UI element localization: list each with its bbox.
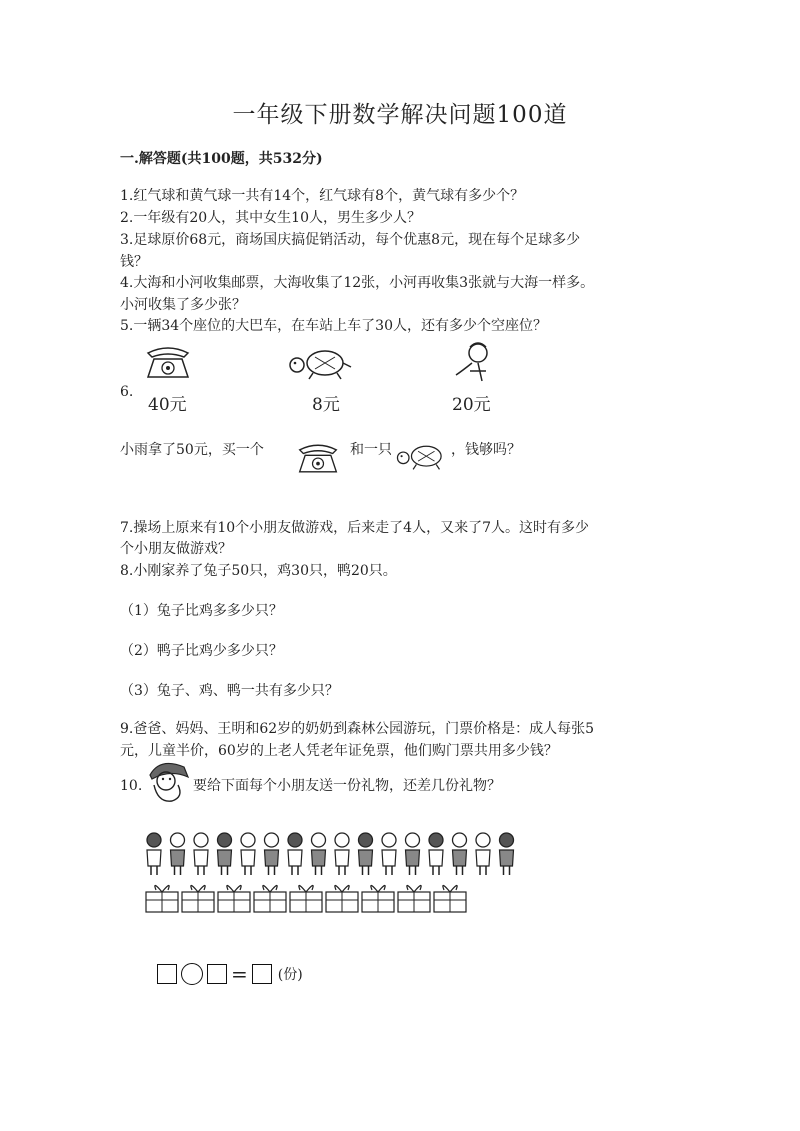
question-10-text: 要给下面每个小朋友送一份礼物，还差几份礼物？ — [193, 778, 501, 794]
question-7-line-2: 个小朋友做游戏？ — [120, 541, 232, 557]
child-figure — [476, 833, 490, 875]
child-figure — [453, 833, 467, 875]
question-8-sub-3: （3）兔子、鸡、鸭一共有多少只？ — [120, 683, 339, 699]
question-3-line-1: 3.足球原价68元，商场国庆搞促销活动，每个优惠8元，现在每个足球多少 — [120, 232, 581, 248]
unit-label: (份) — [277, 967, 303, 983]
answer-box-2[interactable] — [207, 964, 227, 984]
question-6-number: 6. — [120, 384, 134, 400]
child-figure — [429, 833, 443, 875]
question-2: 2.一年级有20人，其中女生10人，男生多少人？ — [120, 210, 421, 226]
page-title: 一年级下册数学解决问题100道 — [232, 102, 568, 128]
gift-box — [146, 885, 178, 912]
turtle-icon-inline — [395, 442, 451, 476]
question-9-line-2: 元，儿童半价，60岁的上老人凭老年证免票，他们购门票共用多少钱？ — [120, 743, 558, 759]
question-10-number: 10. — [120, 778, 143, 794]
children-row-icon — [144, 828, 534, 882]
child-figure — [241, 833, 255, 875]
price-telephone: 40元 — [148, 395, 187, 415]
child-figure — [500, 833, 514, 875]
question-1: 1.红气球和黄气球一共有14个，红气球有8个，黄气球有多少个？ — [120, 188, 525, 204]
gift-box — [218, 885, 250, 912]
santa-icon — [144, 757, 192, 809]
operator-circle[interactable] — [181, 963, 203, 985]
child-figure — [147, 833, 161, 875]
child-figure — [218, 833, 232, 875]
price-toy: 20元 — [452, 395, 491, 415]
child-figure — [335, 833, 349, 875]
child-figure — [288, 833, 302, 875]
answer-box-1[interactable] — [157, 964, 177, 984]
question-4-line-1: 4.大海和小河收集邮票，大海收集了12张，小河再收集3张就与大海一样多。 — [120, 275, 595, 291]
answer-equation — [157, 962, 303, 986]
equals-sign: = — [231, 962, 248, 986]
turtle-icon — [287, 347, 355, 385]
question-6-text-b: 和一只 — [350, 442, 392, 458]
gift-box — [182, 885, 214, 912]
child-figure — [312, 833, 326, 875]
question-8-sub-2: （2）鸭子比鸡少多少只？ — [120, 643, 283, 659]
question-9-line-1: 9.爸爸、妈妈、王明和62岁的奶奶到森林公园游玩，门票价格是：成人每张5 — [120, 721, 595, 737]
price-turtle: 8元 — [312, 395, 340, 415]
gift-box — [326, 885, 358, 912]
question-5: 5.一辆34个座位的大巴车，在车站上车了30人，还有多少个空座位？ — [120, 318, 547, 334]
question-8-sub-1: （1）兔子比鸡多多少只？ — [120, 603, 283, 619]
child-figure — [171, 833, 185, 875]
gift-box — [362, 885, 394, 912]
child-figure — [265, 833, 279, 875]
telephone-icon-inline — [296, 440, 340, 482]
gift-box — [290, 885, 322, 912]
telephone-icon — [144, 343, 192, 387]
section-heading: 一.解答题(共100题，共532分) — [120, 151, 323, 167]
question-4-line-2: 小河收集了多少张？ — [120, 297, 246, 313]
child-toy-icon — [452, 341, 496, 389]
question-8: 8.小刚家养了兔子50只，鸡30只，鸭20只。 — [120, 563, 397, 579]
answer-box-result[interactable] — [252, 964, 272, 984]
child-figure — [406, 833, 420, 875]
question-6-text-c: ，钱够吗？ — [451, 442, 521, 458]
gift-row-icon — [144, 880, 474, 918]
child-figure — [382, 833, 396, 875]
child-figure — [359, 833, 373, 875]
question-6-text-a: 小雨拿了50元，买一个 — [120, 442, 264, 458]
gift-box — [398, 885, 430, 912]
question-7-line-1: 7.操场上原来有10个小朋友做游戏，后来走了4人，又来了7人。这时有多少 — [120, 520, 589, 536]
child-figure — [194, 833, 208, 875]
gift-box — [434, 885, 466, 912]
question-3-line-2: 钱？ — [120, 254, 148, 270]
gift-box — [254, 885, 286, 912]
